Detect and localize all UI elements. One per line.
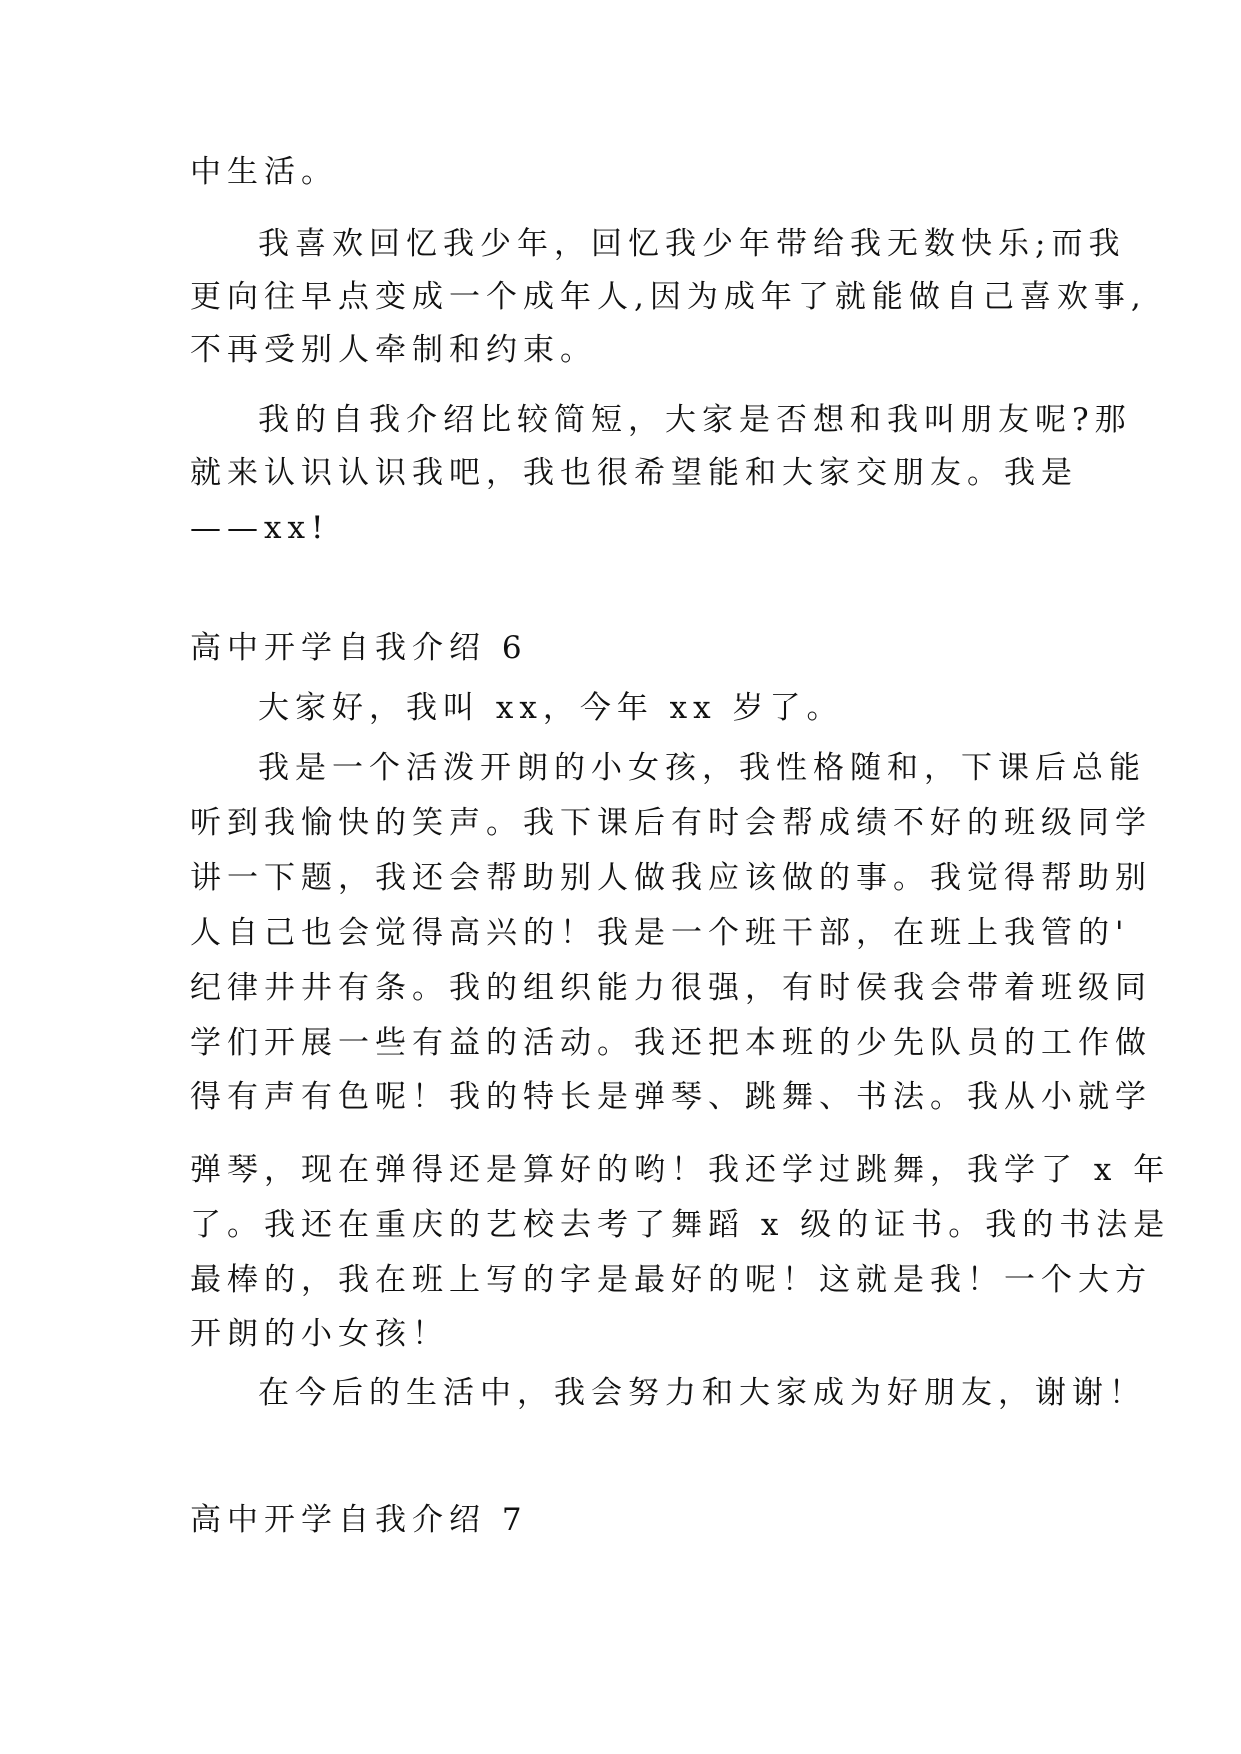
- paragraph-line: 大家好，我叫 xx，今年 xx 岁了。: [258, 690, 844, 726]
- paragraph-line: 学们开展一些有益的活动。我还把本班的少先队员的工作做: [190, 1025, 1152, 1061]
- paragraph-line: 得有声有色呢！我的特长是弹琴、跳舞、书法。我从小就学: [190, 1079, 1152, 1115]
- paragraph-line: 我是一个活泼开朗的小女孩，我性格随和，下课后总能: [258, 750, 1146, 786]
- section-heading: 高中开学自我介绍 7: [190, 1502, 528, 1538]
- paragraph-line: 就来认识认识我吧，我也很希望能和大家交朋友。我是: [190, 455, 1078, 491]
- paragraph-line: 开朗的小女孩！: [190, 1316, 449, 1352]
- paragraph-line: 弹琴，现在弹得还是算好的哟！我还学过跳舞，我学了 x 年: [190, 1152, 1171, 1188]
- paragraph-line: 我喜欢回忆我少年，回忆我少年带给我无数快乐;而我: [258, 226, 1126, 262]
- paragraph-line: 中生活。: [190, 154, 338, 190]
- paragraph-line: 讲一下题，我还会帮助别人做我应该做的事。我觉得帮助别: [190, 860, 1152, 896]
- paragraph-line: 在今后的生活中，我会努力和大家成为好朋友，谢谢！: [258, 1375, 1146, 1411]
- paragraph-line: 了。我还在重庆的艺校去考了舞蹈 x 级的证书。我的书法是: [190, 1207, 1171, 1243]
- paragraph-line: 听到我愉快的笑声。我下课后有时会帮成绩不好的班级同学: [190, 805, 1152, 841]
- paragraph-line: 不再受别人牵制和约束。: [190, 332, 597, 368]
- paragraph-line: 我的自我介绍比较简短，大家是否想和我叫朋友呢?那: [258, 402, 1132, 438]
- paragraph-line: 纪律井井有条。我的组织能力很强，有时侯我会带着班级同: [190, 970, 1152, 1006]
- section-heading: 高中开学自我介绍 6: [190, 630, 528, 666]
- paragraph-line: 人自己也会觉得高兴的！我是一个班干部，在班上我管的': [190, 915, 1130, 951]
- paragraph-line: 最棒的，我在班上写的字是最好的呢！这就是我！一个大方: [190, 1262, 1152, 1298]
- paragraph-line: 更向往早点变成一个成年人,因为成年了就能做自己喜欢事,: [190, 279, 1147, 315]
- paragraph-line: ——xx!: [190, 510, 330, 546]
